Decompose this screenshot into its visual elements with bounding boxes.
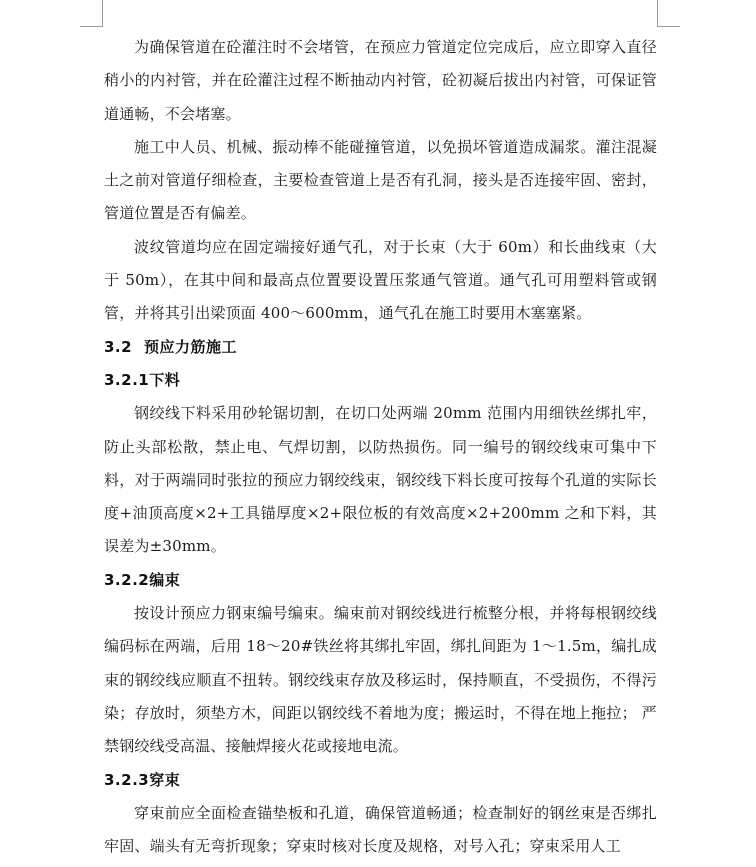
subsection-heading-bundling [104, 564, 657, 597]
section-number: 3.2 [104, 337, 133, 356]
crop-mark-top-left [80, 0, 103, 27]
section-heading [104, 331, 657, 364]
paragraph-threading: 穿束前应全面检查锚垫板和孔道，确保管道畅通；检查制好的钢丝束是否绑扎牢固、端头有无弯折现象；穿束时核对长度及规格，对号入孔；穿束采用人工 [104, 803, 657, 856]
subsection-title: 穿束 [149, 770, 181, 789]
subsection-heading-cutting [104, 364, 657, 397]
paragraph-pipe-inspection: 施工中人员、机械、振动棒不能碰撞管道，以免损坏管道造成漏浆。灌注混凝土之前对管道仔细检查，主要检查管道上是否有孔洞，接头是否连接牢固、密封，管道位置是否有偏差。 [104, 137, 657, 223]
subsection-heading-threading [104, 764, 657, 797]
paragraph-cutting: 钢绞线下料采用砂轮锯切割，在切口处两端 20mm 范围内用细铁丝绑扎牢，防止头部松散，禁止电、气焊切割，以防热损伤。同一编号的钢绞线束可集中下料，对于两端同时张拉的预应力钢绞线束，钢绞线下料长度可按每个孔道的实际长度+油顶高度×2+工具锚厚度×2+限位板的有效高度×2+200mm 之和下料，其误差为±30mm。 [104, 404, 657, 556]
crop-mark-top-right [657, 0, 680, 27]
paragraph-vent-holes: 波纹管道均应在固定端接好通气孔，对于长束（大于 60m）和长曲线束（大于 50m），在其中间和最高点位置要设置压浆通气管道。通气孔可用塑料管或钢管，并将其引出梁顶面 400～600mm，通气孔在施工时要用木塞塞紧。 [104, 237, 657, 323]
subsection-number: 3.2.2 [104, 570, 150, 589]
paragraph-pipe-lining: 为确保管道在砼灌注时不会堵管，在预应力管道定位完成后，应立即穿入直径稍小的内衬管，并在砼灌注过程不断抽动内衬管，砼初凝后拔出内衬管，可保证管道通畅，不会堵塞。 [104, 38, 657, 123]
subsection-number: 3.2.1 [104, 370, 150, 389]
subsection-number: 3.2.3 [104, 770, 150, 789]
subsection-title: 编束 [149, 570, 181, 589]
document-body [104, 31, 657, 863]
subsection-title: 下料 [149, 370, 181, 389]
section-title: 预应力筋施工 [144, 337, 238, 356]
paragraph-bundling: 按设计预应力钢束编号编束。编束前对钢绞线进行梳整分根，并将每根钢绞线编码标在两端，后用 18～20#铁丝将其绑扎牢固，绑扎间距为 1～1.5m，编扎成束的钢绞线应顺直不扭转。钢绞线束存放及移运时，保持顺直，不受损伤，不得污染；存放时，须垫方木，间距以钢绞线不着地为度；搬运时，不得在地上拖拉； 严禁钢绞线受高温、接触焊接火花或接地电流。 [104, 604, 657, 756]
